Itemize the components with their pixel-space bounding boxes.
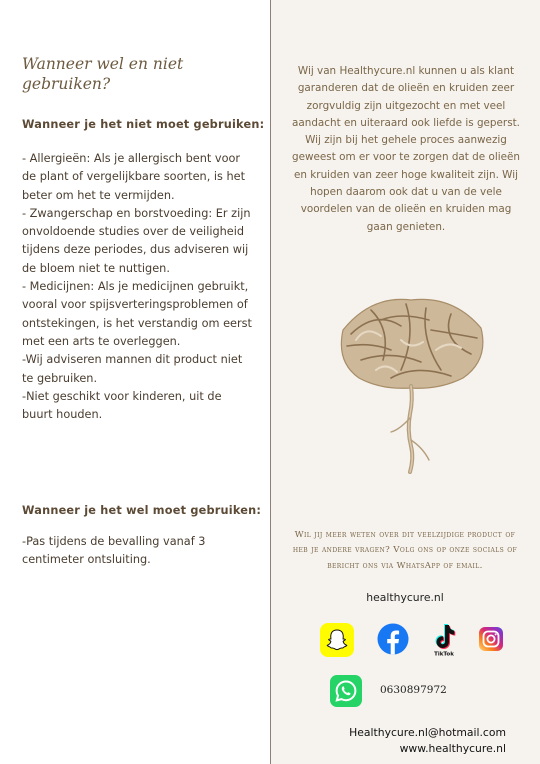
- section-title-not: Wanneer je het niet moet gebruiken:: [22, 118, 265, 131]
- list-item: -Pas tijdens de bevalling vanaf 3 centimeter ontsluiting.: [22, 535, 206, 567]
- list-item: - Medicijnen: Als je medicijnen gebruikt, vooral voor spijsverteringsproblemen of ontstekingen, is het verstandig om eerst met een arts te overleggen.: [22, 280, 252, 348]
- column-divider: [270, 0, 271, 764]
- website-link[interactable]: www.healthycure.nl: [399, 742, 506, 755]
- list-item: - Zwangerschap en borstvoeding: Er zijn onvoldoende studies over de veiligheid tijdens deze periodes, dus adviseren wij de bloem niet te nuttigen.: [22, 206, 251, 275]
- cta-text: Wil jij meer weten over dit veelzijdige product of heb je andere vragen? Volg ons op onze socials of bericht ons via WhatsApp of email.: [292, 530, 518, 571]
- list-item: - Allergieën: Als je allergisch bent voor de plant of vergelijkbare soorten, is het beter om het te vermijden.: [22, 152, 246, 202]
- intro-text: Wij van Healthycure.nl kunnen u als klant garanderen dat de olieën en kruiden zeer zorgvuldig zijn uitgezocht en met veel aandacht en uiteraard ook liefde is geperst. Wij zijn bij het gehele proces aanwezig geweest om er voor te zorgen dat de olieën en kruiden van zeer hoge kwaliteit zijn. Wij hopen daarom ook dat u van de vele voordelen van de olieën en kruiden mag gaan genieten.: [292, 65, 520, 233]
- facebook-icon[interactable]: [377, 623, 409, 655]
- page-heading: Wanneer wel en niet gebruiken?: [22, 55, 184, 93]
- tiktok-label: TikTok: [434, 651, 454, 657]
- email-link[interactable]: Healthycure.nl@hotmail.com: [349, 726, 506, 739]
- social-handle[interactable]: healthycure.nl: [366, 591, 444, 604]
- instagram-icon[interactable]: [479, 627, 503, 651]
- list-item: -Wij adviseren mannen dit product niet te gebruiken.: [22, 353, 243, 385]
- tiktok-icon[interactable]: [430, 623, 458, 657]
- section-title-yes: Wanneer je het wel moet gebruiken:: [22, 504, 262, 517]
- whatsapp-icon[interactable]: [330, 675, 362, 707]
- not-list: [22, 150, 254, 424]
- snapchat-icon[interactable]: [320, 623, 354, 657]
- list-item: -Niet geschikt voor kinderen, uit de buurt houden.: [22, 389, 222, 422]
- yes-list: [22, 533, 254, 570]
- plant-image: [331, 290, 491, 480]
- phone-number[interactable]: 0630897972: [380, 684, 447, 696]
